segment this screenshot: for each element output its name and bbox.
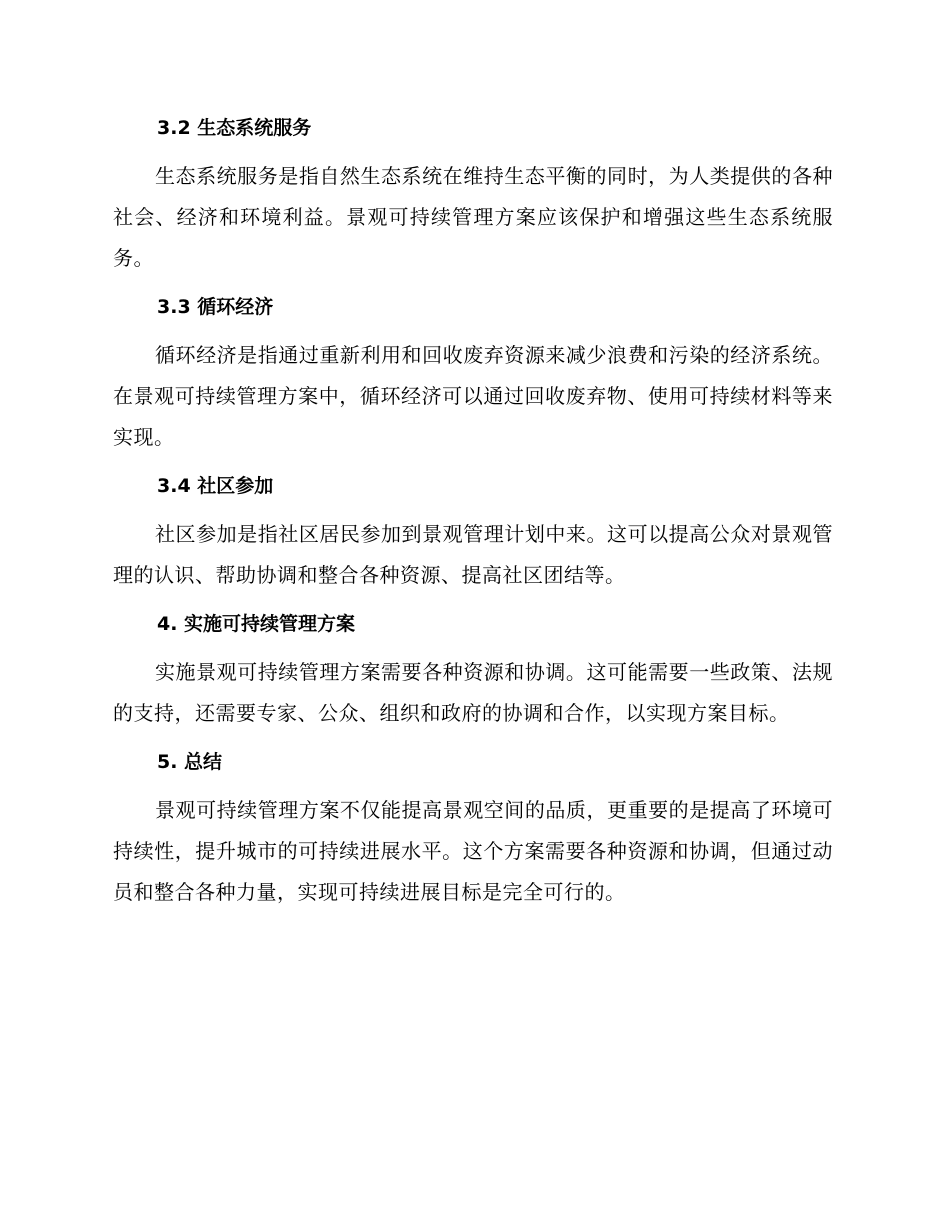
section-paragraph-3-3: 循环经济是指通过重新利用和回收废弃资源来减少浪费和污染的经济系统。在景观可持续管理方案中，循环经济可以通过回收废弃物、使用可持续材料等来实现。: [113, 343, 833, 449]
section-heading-3-2: 3.2 生态系统服务: [157, 117, 312, 139]
section-paragraph-4: 实施景观可持续管理方案需要各种资源和协调。这可能需要一些政策、法规的支持，还需要专家、公众、组织和政府的协调和合作，以实现方案目标。: [113, 660, 833, 725]
section-heading-3-3: 3.3 循环经济: [157, 296, 274, 318]
document-body: [113, 108, 833, 921]
section-heading-3-4: 3.4 社区参加: [157, 475, 274, 497]
section-paragraph-3-2: 生态系统服务是指自然生态系统在维持生态平衡的同时，为人类提供的各种社会、经济和环境利益。景观可持续管理方案应该保护和增强这些生态系统服务。: [113, 164, 833, 270]
section-paragraph-5: 景观可持续管理方案不仅能提高景观空间的品质，更重要的是提高了环境可持续性，提升城市的可持续进展水平。这个方案需要各种资源和协调，但通过动员和整合各种力量，实现可持续进展目标是完全可行的。: [113, 798, 833, 904]
section-heading-5: 5. 总结: [157, 751, 223, 773]
section-paragraph-3-4: 社区参加是指社区居民参加到景观管理计划中来。这可以提高公众对景观管理的认识、帮助协调和整合各种资源、提高社区团结等。: [113, 522, 833, 587]
section-heading-4: 4. 实施可持续管理方案: [157, 613, 356, 635]
